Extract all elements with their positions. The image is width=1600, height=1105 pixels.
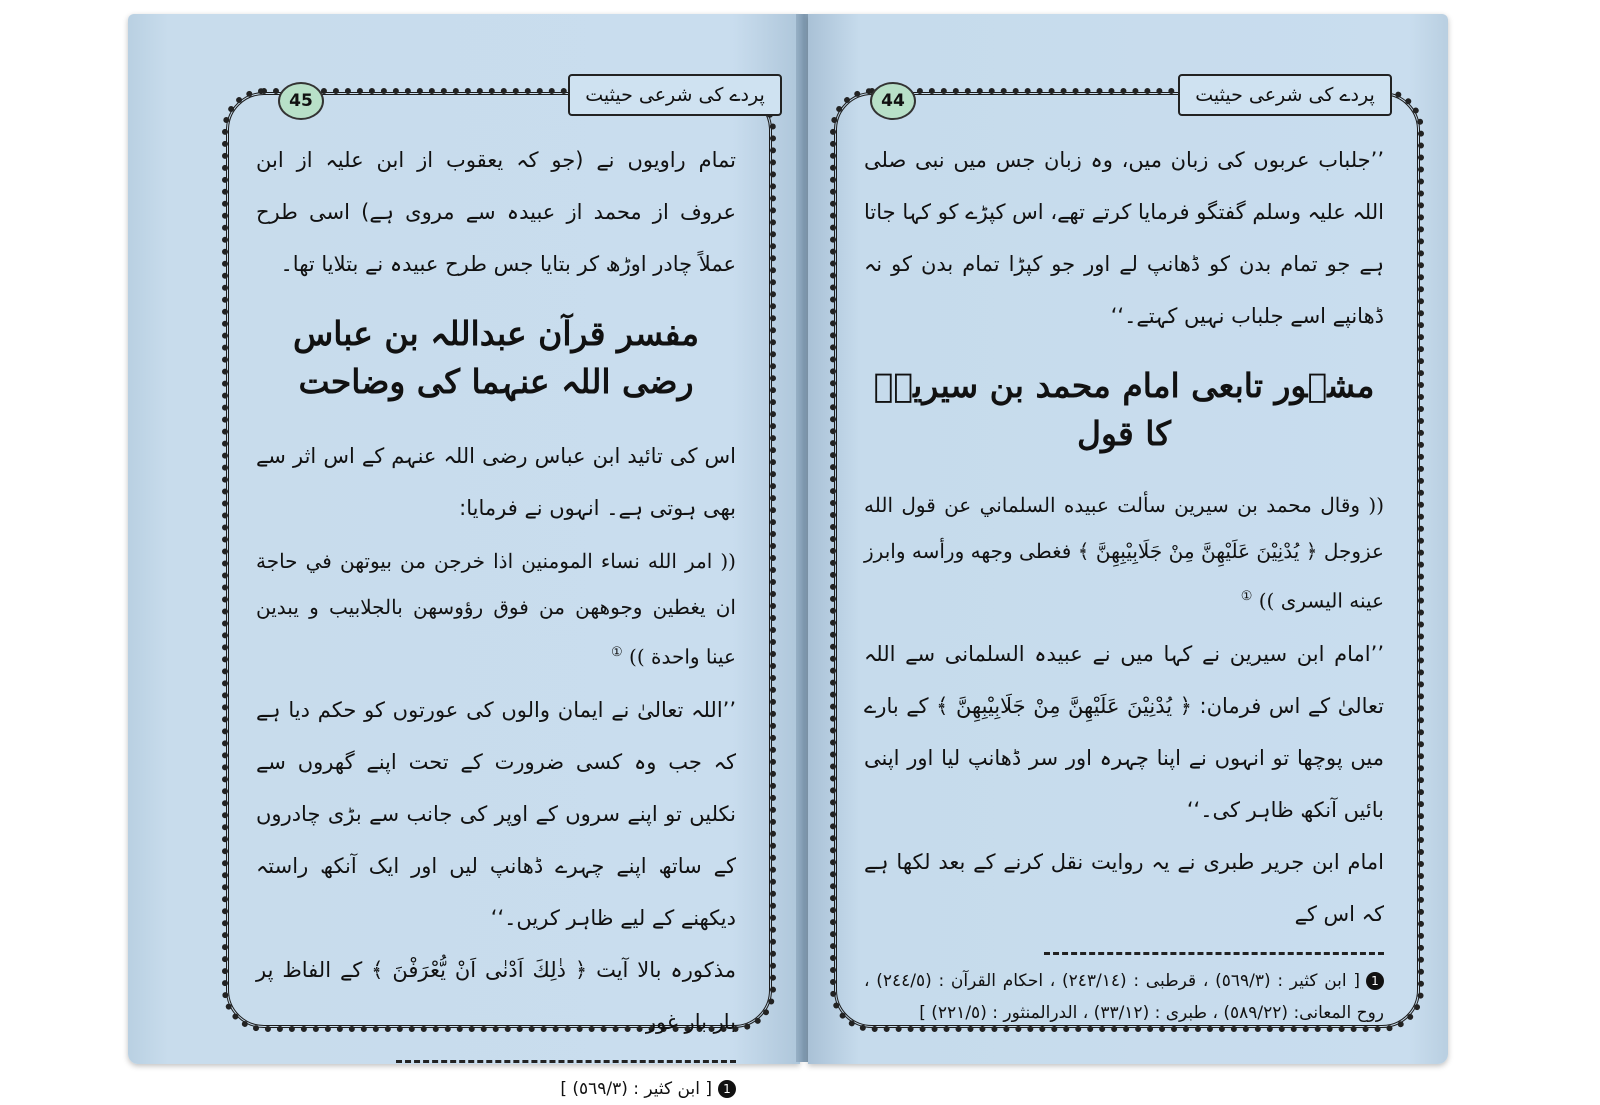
arabic-quote (256, 538, 736, 680)
translation: ’’اللہ تعالیٰ نے ایمان والوں کی عورتوں کو حکم دیا ہے کہ جب وہ کسی ضرورت کے تحت اپنے گھروں سے نکلیں تو اپنے سروں کے اوپر کی جانب سے بڑی چادروں کے ساتھ اپنے چہرے ڈھانپ لیں اور ایک آنکھ راستہ دیکھنے کے لیے ظاہر کریں۔‘‘ (256, 697, 736, 930)
arabic-quote-text: (( وقال محمد بن سيرين سألت عبيده السلماني عن قول الله عزوجل ﴿ يُدْنِيْنَ عَلَيْهِنَّ مِنْ جَلَابِيْبِهِنَّ ﴾ فغطى وجهه ورأسه وابرز عينه اليسرى )) (864, 493, 1384, 613)
paragraph: ’’جلباب عربوں کی زبان میں، وہ زبان جس میں نبی صلی اللہ علیہ وسلم گفتگو فرمایا کرتے تھے، اس کپڑے کو کہا جاتا ہے جو تمام بدن کو ڈھانپ لے اور جو کپڑا تمام بدن کو نہ ڈھانپے اسے جلباب نہیں کہتے۔‘‘ (864, 148, 1384, 328)
footnote-reference: ① (611, 645, 623, 660)
page-content (864, 134, 1384, 1029)
paragraph: اس کی تائید ابن عباس رضی اللہ عنہم کے اس اثر سے بھی ہوتی ہے۔ انہوں نے فرمایا: (256, 444, 736, 520)
footnote (256, 1073, 736, 1105)
page-number: 44 (870, 82, 916, 120)
footnote-text: [ ابن کثیر : (٥٦٩/٣) ] (560, 1078, 712, 1099)
arabic-quote-text: (( امر الله نساء المومنين اذا خرجن من بيوتهن في حاجة ان يغطين وجوههن من فوق رؤوسهن بالجلابيب و يبدين عينا واحدة )) (256, 549, 736, 669)
translation: ’’امام ابن سیرین نے کہا میں نے عبیدہ السلمانی سے اللہ تعالیٰ کے اس فرمان: ﴿ يُدْنِيْنَ عَلَيْهِنَّ مِنْ جَلَابِيْبِهِنَّ ﴾ کے بارے میں پوچھا تو انہوں نے اپنا چہرہ اور سر ڈھانپ لیا اور اپنی بائیں آنکھ ظاہر کی۔‘‘ (864, 641, 1384, 822)
paragraph: امام ابن جریر طبری نے یہ روایت نقل کرنے کے بعد لکھا ہے کہ اس کے (864, 849, 1384, 926)
footnote-marker: 1 (1366, 972, 1384, 990)
arabic-quote (864, 482, 1384, 624)
page-content (256, 134, 736, 1105)
section-heading: مشہور تابعی امام محمد بن سیرینؒ کا قول (873, 366, 1375, 453)
footnote (864, 965, 1384, 1029)
open-book (128, 14, 1464, 1099)
footnote-text: [ ابن کثیر : (٥٦٩/٣) ، قرطبی : (٢٤٣/١٤) ، احکام القرآن : (٢٤٤/٥) ، روح المعانی: (٥٨٩/٢٢) ، طبری : (٣٣/١٢) ، الدرالمنثور : (٢٢١/٥) ] (864, 970, 1384, 1023)
footnote-separator (396, 1060, 736, 1063)
page-number: 45 (278, 82, 324, 120)
footnote-separator (1044, 952, 1384, 955)
footnote-reference: ① (1240, 589, 1253, 604)
running-header: پردے کی شرعی حیثیت (1178, 74, 1392, 116)
paragraph: تمام راویوں نے (جو کہ یعقوب از ابن علیہ از ابن عروف از محمد از عبیدہ سے مروی ہے) اسی طرح عملاً چادر اوڑھ کر بتایا جس طرح عبیدہ نے بتلایا تھا۔ (256, 148, 736, 276)
right-page (808, 14, 1448, 1064)
left-page (128, 14, 800, 1099)
section-heading: مفسر قرآن عبداللہ بن عباس رضی اللہ عنہما کی وضاحت (292, 314, 700, 401)
footnote-marker: 1 (718, 1080, 736, 1098)
running-header: پردے کی شرعی حیثیت (568, 74, 782, 116)
paragraph: مذکورہ بالا آیت ﴿ ذٰلِكَ اَدْنٰى اَنْ يُّعْرَفْنَ ﴾ کے الفاظ پر بار بار غور (256, 957, 736, 1034)
